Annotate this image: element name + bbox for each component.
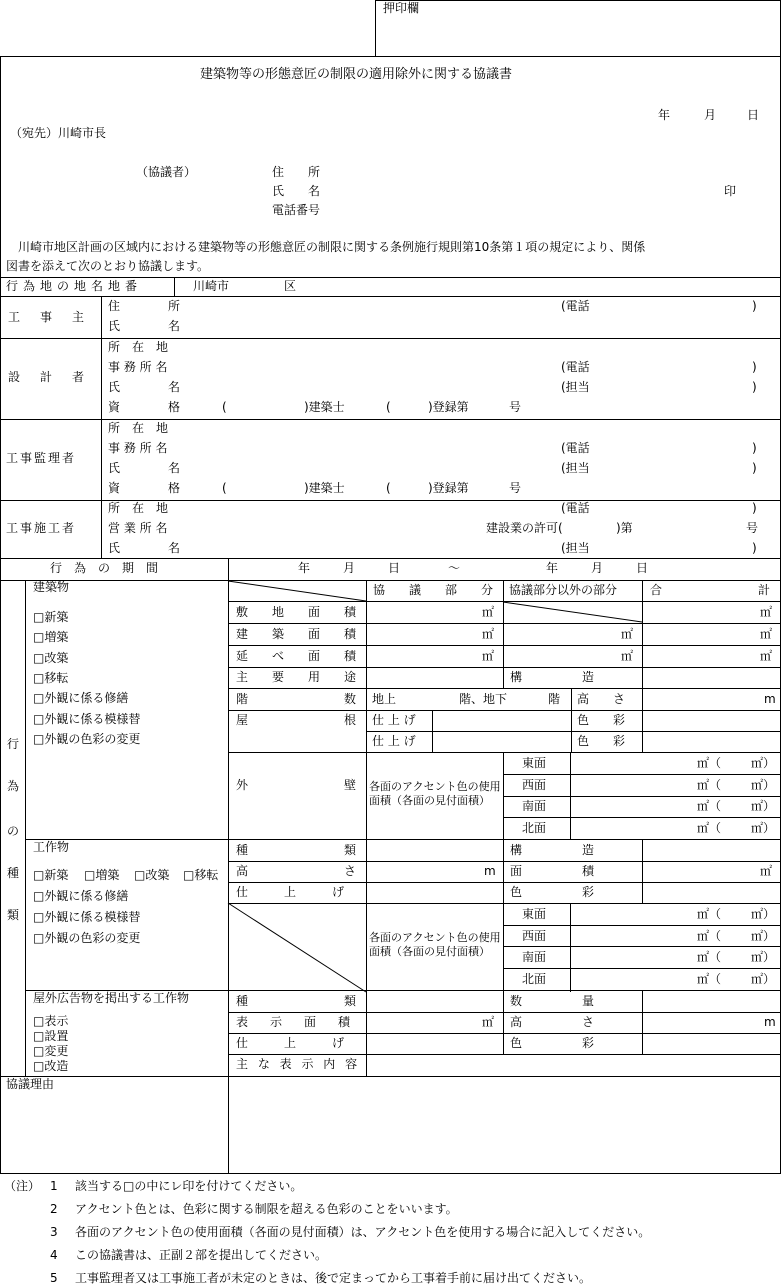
owner-address-label: 住 所 xyxy=(108,299,181,313)
supervisor-number: 号 xyxy=(509,481,522,495)
contractor-location-label: 所 在 地 xyxy=(108,501,169,515)
building-accent-label: 各面のアクセント色の使用面積（各面の見付面積） xyxy=(369,780,501,807)
designer-qualification-label: 資 格 xyxy=(108,400,181,414)
row-wall: 外 壁 xyxy=(236,778,357,792)
structure-face-north: 北面 xyxy=(522,972,547,986)
face-unit-close: ㎡） xyxy=(751,950,776,964)
col-header-total: 合 計 xyxy=(650,583,771,597)
supervisor-paren-open: ( xyxy=(222,481,227,495)
unit-m2: ㎡ xyxy=(621,649,634,663)
face-unit: ㎡（ xyxy=(697,929,722,943)
contractor-office-label: 営 業 所 名 xyxy=(108,521,168,535)
face-unit-close: ㎡） xyxy=(751,799,776,813)
site-city: 川崎市 xyxy=(193,279,230,293)
face-unit: ㎡（ xyxy=(697,799,722,813)
intro-text-line2: 図書を添えて次のとおり協議します。 xyxy=(6,259,210,273)
floors-mid-label: 階、地下 xyxy=(459,692,508,706)
structure-title: 工作物 xyxy=(33,840,70,854)
addressee: （宛先）川崎市長 xyxy=(10,126,107,140)
face-unit: ㎡（ xyxy=(697,756,722,770)
structure-option-extension[interactable]: □増築 xyxy=(84,868,120,882)
action-type-char-1: 行 xyxy=(6,737,19,751)
action-type-char-3: の xyxy=(6,824,19,838)
applicant-address-label: 住 所 xyxy=(272,165,321,179)
wall-finish-label: 仕 上 げ xyxy=(372,734,416,748)
designer-contact-label: (担当 xyxy=(561,380,590,394)
unit-m2: ㎡ xyxy=(760,605,773,619)
face-unit-close: ㎡） xyxy=(751,756,776,770)
structure-finish-label: 仕 上 げ xyxy=(236,885,345,899)
face-unit: ㎡（ xyxy=(697,821,722,835)
designer-label: 設 計 者 xyxy=(8,370,89,384)
contractor-contact-close: ) xyxy=(752,541,757,555)
note-3-text: 各面のアクセント色の使用面積（各面の見付面積）は、アクセント色を使用する場合に記入してください。 xyxy=(75,1225,651,1239)
note-4-num: 4 xyxy=(50,1248,58,1262)
note-5-text: 工事監理者又は工事施工者が未定のときは、後で定まってから工事着手前に届け出てください。 xyxy=(75,1271,592,1285)
seal-mark: 印 xyxy=(724,184,737,198)
contractor-number: 号 xyxy=(746,521,759,535)
building-option-remodel[interactable]: □外観に係る模様替 xyxy=(33,712,141,726)
building-option-color-change[interactable]: □外観の色彩の変更 xyxy=(33,732,141,746)
contractor-contact-label: (担当 xyxy=(561,541,590,555)
designer-number: 号 xyxy=(509,400,522,414)
face-unit-close: ㎡） xyxy=(751,972,776,986)
face-unit: ㎡（ xyxy=(697,778,722,792)
structure-option-rebuild[interactable]: □改築 xyxy=(134,868,170,882)
designer-contact-close: ) xyxy=(752,380,757,394)
owner-phone-close: ) xyxy=(752,299,757,313)
form-frame xyxy=(0,56,781,1174)
action-type-char-2: 為 xyxy=(6,779,19,793)
owner-name-label: 氏 名 xyxy=(108,319,181,333)
applicant-label: （協議者） xyxy=(136,165,197,179)
designer-paren-open: ( xyxy=(222,400,227,414)
reason-input[interactable] xyxy=(229,1077,780,1173)
signboard-type-label: 種 類 xyxy=(236,994,357,1008)
col-header-consult: 協 議 部 分 xyxy=(373,583,494,597)
date-year: 年 xyxy=(658,108,671,122)
owner-input[interactable] xyxy=(185,297,555,337)
structure-area-unit: ㎡ xyxy=(760,864,773,878)
structure-option-new[interactable]: □新築 xyxy=(33,868,69,882)
signboard-height-unit: m xyxy=(764,1015,776,1029)
action-type-char-4: 種 xyxy=(6,866,19,880)
contractor-label: 工事施工者 xyxy=(6,521,77,535)
building-height-unit: m xyxy=(764,692,776,706)
supervisor-reg-open: ( xyxy=(386,481,391,495)
designer-phone-label: (電話 xyxy=(561,360,590,374)
building-option-extension[interactable]: □増築 xyxy=(33,630,69,644)
building-header-diagonal xyxy=(228,580,366,602)
structure-color-label: 色 彩 xyxy=(510,885,595,899)
note-3-num: 3 xyxy=(50,1225,58,1239)
designer-reg-open: ( xyxy=(386,400,391,414)
structure-face-east: 東面 xyxy=(522,907,547,921)
building-face-west: 西面 xyxy=(522,778,547,792)
site-input[interactable] xyxy=(174,277,781,297)
roof-finish-label: 仕 上 げ xyxy=(372,713,416,727)
signboard-option-install[interactable]: □設置 xyxy=(33,1029,69,1043)
period-label: 行 為 の 期 間 xyxy=(50,561,159,575)
structure-option-remodel[interactable]: □外観に係る模様替 xyxy=(33,910,141,924)
unit-m2: ㎡ xyxy=(482,605,495,619)
supervisor-contact-label: (担当 xyxy=(561,461,590,475)
signboard-title: 屋外広告物を掲出する工作物 xyxy=(33,991,190,1005)
building-title: 建築物 xyxy=(33,580,70,594)
designer-reg: )登録第 xyxy=(428,400,469,414)
floors-below-label: 階 xyxy=(548,692,561,706)
signboard-option-modify[interactable]: □改造 xyxy=(33,1059,69,1073)
row-main-use: 主 要 用 途 xyxy=(236,670,357,684)
supervisor-contact-close: ) xyxy=(752,461,757,475)
row-roof: 屋 根 xyxy=(236,713,357,727)
owner-phone-label: (電話 xyxy=(561,299,590,313)
building-option-rebuild[interactable]: □改築 xyxy=(33,651,69,665)
unit-m2: ㎡ xyxy=(760,627,773,641)
supervisor-phone-close: ) xyxy=(752,441,757,455)
note-2-num: 2 xyxy=(50,1202,58,1216)
applicant-phone-label: 電話番号 xyxy=(272,203,321,217)
date-month: 月 xyxy=(704,108,717,122)
supervisor-reg: )登録第 xyxy=(428,481,469,495)
supervisor-qualification-label: 資 格 xyxy=(108,481,181,495)
note-4-text: この協議書は、正副２部を提出してください。 xyxy=(75,1248,328,1262)
note-1-num: 1 xyxy=(50,1179,58,1193)
reason-label: 協議理由 xyxy=(6,1077,55,1091)
contractor-phone-label: (電話 xyxy=(561,501,590,515)
unit-m2: ㎡ xyxy=(621,627,634,641)
site-label: 行為地の地名地番 xyxy=(6,279,143,293)
building-option-new[interactable]: □新築 xyxy=(33,610,69,624)
seal-box-label: 押印欄 xyxy=(383,1,420,15)
supervisor-phone-label: (電話 xyxy=(561,441,590,455)
signboard-area-unit: ㎡ xyxy=(482,1015,495,1029)
notes-prefix: （注） xyxy=(4,1179,41,1193)
contractor-license-no: )第 xyxy=(616,521,633,535)
period-end: 年 月 日 xyxy=(546,561,652,575)
contractor-name-label: 氏 名 xyxy=(108,541,181,555)
structure-option-color-change[interactable]: □外観の色彩の変更 xyxy=(33,931,141,945)
signboard-color-label: 色 彩 xyxy=(510,1036,595,1050)
structure-area-label: 面 積 xyxy=(510,864,595,878)
row-site-area: 敷 地 面 積 xyxy=(236,605,357,619)
structure-option-repair[interactable]: □外観に係る修繕 xyxy=(33,889,129,903)
row-total-floor-area: 延 べ 面 積 xyxy=(236,649,357,663)
building-face-north: 北面 xyxy=(522,821,547,835)
supervisor-label: 工事監理者 xyxy=(6,451,77,465)
signboard-quantity-label: 数 量 xyxy=(510,994,595,1008)
face-unit-close: ㎡） xyxy=(751,907,776,921)
unit-m2: ㎡ xyxy=(760,649,773,663)
contractor-phone-close: ) xyxy=(752,501,757,515)
face-unit: ㎡（ xyxy=(697,950,722,964)
date-day: 日 xyxy=(747,108,760,122)
structure-diagonal xyxy=(228,903,366,992)
note-5-num: 5 xyxy=(50,1271,58,1285)
building-face-east: 東面 xyxy=(522,756,547,770)
face-unit: ㎡（ xyxy=(697,907,722,921)
designer-architect: )建築士 xyxy=(304,400,345,414)
period-start: 年 月 日 xyxy=(298,561,404,575)
face-unit-close: ㎡） xyxy=(751,821,776,835)
structure-height-unit: m xyxy=(484,864,496,878)
structure-face-south: 南面 xyxy=(522,950,547,964)
building-option-relocation[interactable]: □移転 xyxy=(33,671,69,685)
floors-above-label: 地上 xyxy=(372,692,397,706)
face-unit-close: ㎡） xyxy=(751,778,776,792)
building-height-label: 高 さ xyxy=(577,692,626,706)
signboard-option-display[interactable]: □表示 xyxy=(33,1014,69,1028)
period-tilde: ～ xyxy=(448,561,461,575)
contractor-license-label: 建設業の許可( xyxy=(486,521,563,535)
structure-structure-label: 構 造 xyxy=(510,843,595,857)
signboard-display-area-label: 表 示 面 積 xyxy=(236,1015,356,1029)
designer-location-label: 所 在 地 xyxy=(108,340,169,354)
unit-m2: ㎡ xyxy=(482,627,495,641)
row-building-area: 建 築 面 積 xyxy=(236,627,357,641)
structure-option-relocation[interactable]: □移転 xyxy=(183,868,219,882)
owner-label: 工 事 主 xyxy=(8,310,89,324)
action-type-char-5: 類 xyxy=(6,908,19,922)
structure-accent-label: 各面のアクセント色の使用面積（各面の見付面積） xyxy=(369,931,501,958)
supervisor-architect: )建築士 xyxy=(304,481,345,495)
building-option-repair[interactable]: □外観に係る修繕 xyxy=(33,691,129,705)
unit-m2: ㎡ xyxy=(482,649,495,663)
structure-face-west: 西面 xyxy=(522,929,547,943)
site-ward: 区 xyxy=(284,279,297,293)
seal-box[interactable] xyxy=(375,0,781,57)
signboard-finish-label: 仕 上 げ xyxy=(236,1036,345,1050)
note-1-text: 該当する□の中にレ印を付けてください。 xyxy=(75,1179,303,1193)
roof-color-label: 色 彩 xyxy=(577,713,626,727)
row-floors: 階 数 xyxy=(236,692,357,706)
supervisor-location-label: 所 在 地 xyxy=(108,421,169,435)
face-unit: ㎡（ xyxy=(697,972,722,986)
building-face-south: 南面 xyxy=(522,799,547,813)
intro-text-line1: 川崎市地区計画の区域内における建築物等の形態意匠の制限に関する条例施行規則第10条第１項の規定により、関係 xyxy=(6,240,646,254)
col-header-other: 協議部分以外の部分 xyxy=(509,583,618,597)
building-structure-label: 構 造 xyxy=(510,670,595,684)
face-unit-close: ㎡） xyxy=(751,929,776,943)
designer-office-label: 事 務 所 名 xyxy=(108,360,168,374)
structure-height-label: 高 さ xyxy=(236,864,357,878)
note-2-text: アクセント色とは、色彩に関する制限を超える色彩のことをいいます。 xyxy=(75,1202,458,1216)
signboard-option-change[interactable]: □変更 xyxy=(33,1044,69,1058)
supervisor-name-label: 氏 名 xyxy=(108,461,181,475)
signboard-height-label: 高 さ xyxy=(510,1015,595,1029)
structure-type-label: 種 類 xyxy=(236,843,357,857)
designer-name-label: 氏 名 xyxy=(108,380,181,394)
applicant-name-label: 氏 名 xyxy=(272,184,321,198)
signboard-content-label: 主 な 表 示 内 容 xyxy=(236,1057,361,1071)
designer-phone-close: ) xyxy=(752,360,757,374)
form-title: 建築物等の形態意匠の制限の適用除外に関する協議書 xyxy=(200,67,513,82)
wall-color-label: 色 彩 xyxy=(577,734,626,748)
supervisor-office-label: 事 務 所 名 xyxy=(108,441,168,455)
building-site-other-diagonal xyxy=(503,601,642,623)
